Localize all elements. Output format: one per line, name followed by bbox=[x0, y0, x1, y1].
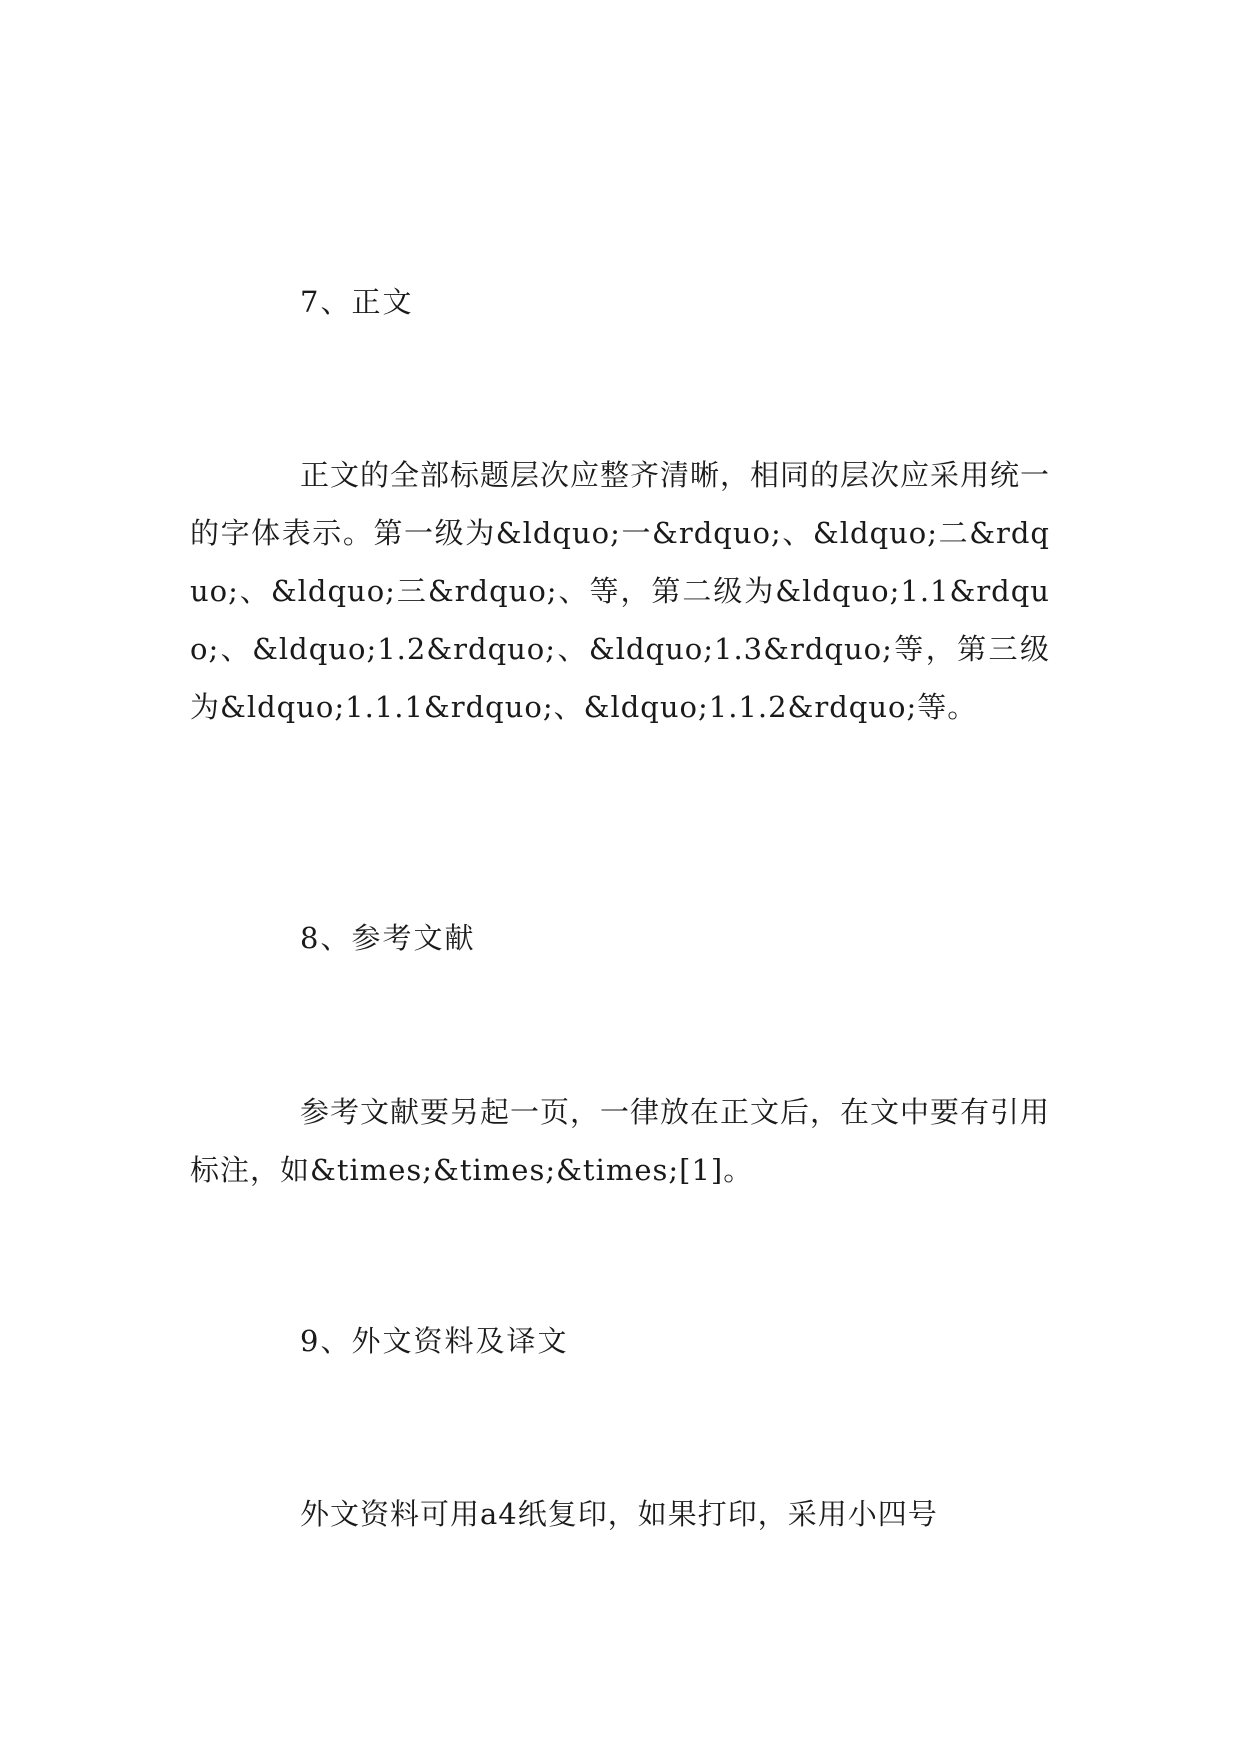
section-body-9: 外文资料可用a4纸复印，如果打印，采用小四号 bbox=[300, 1497, 938, 1531]
section-heading-9: 9、外文资料及译文 bbox=[300, 1324, 569, 1358]
section-body-8: 参考文献要另起一页，一律放在正文后，在文中要有引用标注，如&times;&times;&times;[1]。 bbox=[190, 1095, 1051, 1187]
section-heading-7: 7、正文 bbox=[300, 285, 414, 319]
section-body-7: 正文的全部标题层次应整齐清晰，相同的层次应采用统一的字体表示。第一级为&ldquo;一&rdquo;、&ldquo;二&rdquo;、&ldquo;三&rdquo;、等，第二级为&ldquo;1.1&rdquo;、&ldquo;1.2&rdquo;、&ldquo;1.3&rdquo;等，第三级为&ldquo;1.1.1&rdquo;、&ldquo;1.1.2&rdquo;等。 bbox=[190, 458, 1051, 724]
section-heading-8: 8、参考文献 bbox=[300, 921, 476, 955]
